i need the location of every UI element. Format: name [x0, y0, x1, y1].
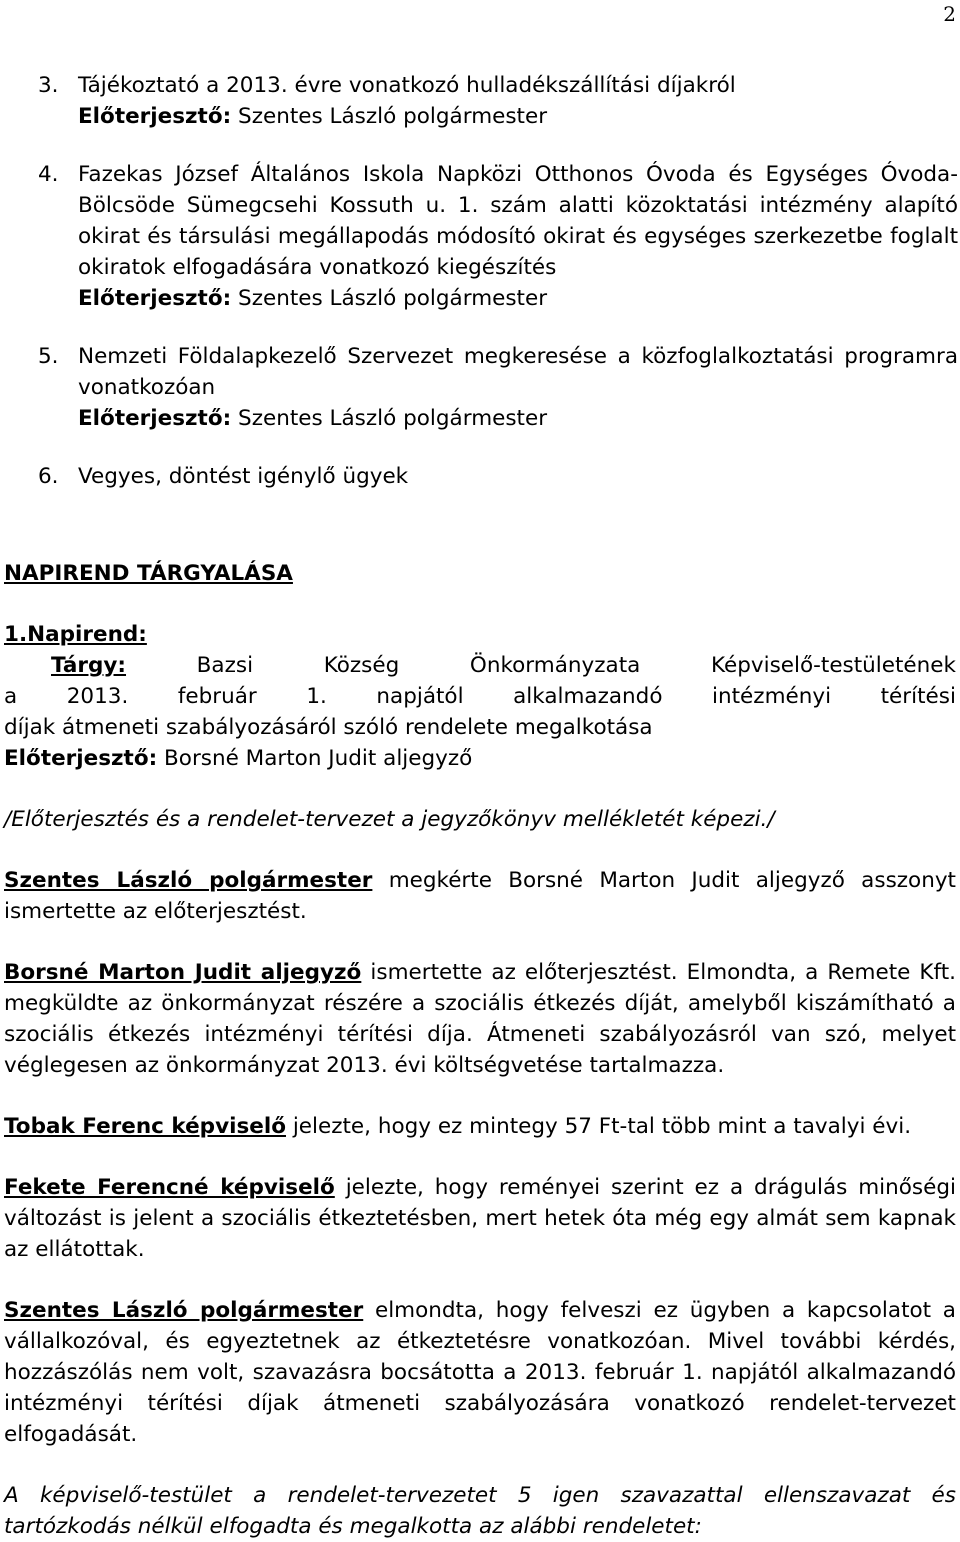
agenda-item-5: [38, 341, 958, 434]
speech-text: jelezte, hogy ez mintegy 57 Ft-tal több mint a tavalyi évi.: [285, 1114, 912, 1139]
minutes-content: [4, 558, 956, 1542]
presenter-name: Szentes László polgármester: [238, 406, 548, 431]
presenter-name: Borsné Marton Judit aljegyző: [164, 746, 473, 771]
speaker-name: Szentes László polgármester: [4, 868, 373, 893]
napirend-presenter: [4, 743, 956, 774]
speaker-name: Szentes László polgármester: [4, 1298, 364, 1323]
agenda-item-4: [38, 159, 958, 314]
subject-word: Képviselő-testületének: [710, 653, 956, 678]
speech-text: megkérte Borsné Marton Judit aljegyző asszonyt ismertette az előterjesztést.: [4, 868, 956, 924]
agenda-item-presenter: [78, 283, 958, 314]
speech-paragraph: [4, 1295, 956, 1450]
presenter-label: Előterjesztő:: [78, 406, 232, 431]
speech-text: ismertette az előterjesztést. Elmondta, a Remete Kft. megküldte az önkormányzat részére a szociális étkezés díját, amelyből kiszámítható a szociális étkezés intézményi térítési díja. Átmeneti szabályozásról van szó, melyet véglegesen az önkormányzat 2013. évi költségvetése tartalmazza.: [4, 960, 956, 1078]
napirend-label: 1.Napirend:: [4, 622, 147, 647]
attachment-note: /Előterjesztés és a rendelet-tervezet a jegyzőkönyv mellékletét képezi./: [4, 807, 775, 832]
subject-word: alkalmazandó: [513, 684, 663, 709]
subject-word: Község: [323, 653, 400, 678]
speech-paragraph: [4, 1172, 956, 1265]
agenda-item-presenter: [78, 403, 958, 434]
speech-paragraph: [4, 957, 956, 1081]
subject-word: Bazsi: [196, 653, 254, 678]
speech-paragraph: [4, 1111, 956, 1142]
agenda-list: [38, 70, 958, 519]
agenda-item-3: [38, 70, 958, 132]
subject-label: Tárgy:: [51, 653, 127, 678]
napirend-subject: [4, 650, 956, 774]
agenda-item-title: Fazekas József Általános Iskola Napközi Otthonos Óvoda és Egységes Óvoda-Bölcsöde Sümegcsehi Kossuth u. 1. szám alatti közoktatási intézmény alapító okirat és társulási megállapodás módosító okirat és egységes szerkezetbe foglalt okiratok elfogadására vonatkozó kiegészítés: [78, 162, 958, 280]
subject-word: Önkormányzata: [469, 653, 641, 678]
agenda-item-number: 3.: [38, 73, 59, 98]
speech-text: elmondta, hogy felveszi ez ügyben a kapcsolatot a vállalkozóval, és egyeztetnek az étkeztetésre vonatkozóan. Mivel további kérdés, hozzászólás nem volt, szavazásra bocsátotta a 2013. február 1. napjától alkalmazandó intézményi térítési díjak átmeneti szabályozására vonatkozó rendelet-tervezet elfogadását.: [4, 1298, 956, 1447]
presenter-name: Szentes László polgármester: [238, 104, 548, 129]
page-number: 2: [943, 2, 956, 26]
subject-word: napjától: [376, 684, 464, 709]
vote-result: A képviselő-testület a rendelet-tervezetet 5 igen szavazattal ellenszavazat és tartózkodás nélkül elfogadta és megalkotta az alábbi rendeletet:: [4, 1483, 956, 1539]
presenter-label: Előterjesztő:: [4, 746, 158, 771]
agenda-item-number: 6.: [38, 464, 59, 489]
speech-text: jelezte, hogy reményei szerint ez a drágulás minőségi változást is jelent a szociális étkeztetésben, mert hetek óta még egy almát sem kapnak az ellátottak.: [4, 1175, 956, 1262]
speaker-name: Borsné Marton Judit aljegyző: [4, 960, 362, 985]
subject-word: február: [177, 684, 257, 709]
presenter-label: Előterjesztő:: [78, 104, 232, 129]
presenter-name: Szentes László polgármester: [238, 286, 548, 311]
speaker-name: Fekete Ferencné képviselő: [4, 1175, 335, 1200]
speech-paragraph: [4, 865, 956, 927]
speaker-name: Tobak Ferenc képviselő: [4, 1114, 286, 1139]
subject-word: térítési: [880, 684, 956, 709]
subject-word: 2013.: [66, 684, 129, 709]
agenda-item-presenter: [78, 101, 958, 132]
agenda-item-number: 4.: [38, 162, 59, 187]
subject-line: díjak átmeneti szabályozásáról szóló rendelete megalkotása: [4, 715, 653, 740]
agenda-item-title: Tájékoztató a 2013. évre vonatkozó hulladékszállítási díjakról: [78, 73, 736, 98]
subject-word: intézményi: [712, 684, 832, 709]
agenda-item-title: Vegyes, döntést igénylő ügyek: [78, 464, 409, 489]
section-heading: NAPIREND TÁRGYALÁSA: [4, 561, 293, 586]
agenda-item-number: 5.: [38, 344, 59, 369]
subject-word: 1.: [306, 684, 327, 709]
agenda-item-6: [38, 461, 958, 492]
subject-word: a: [4, 684, 18, 709]
agenda-item-title: Nemzeti Földalapkezelő Szervezet megkeresése a közfoglalkoztatási programra vonatkozóan: [78, 344, 958, 400]
presenter-label: Előterjesztő:: [78, 286, 232, 311]
